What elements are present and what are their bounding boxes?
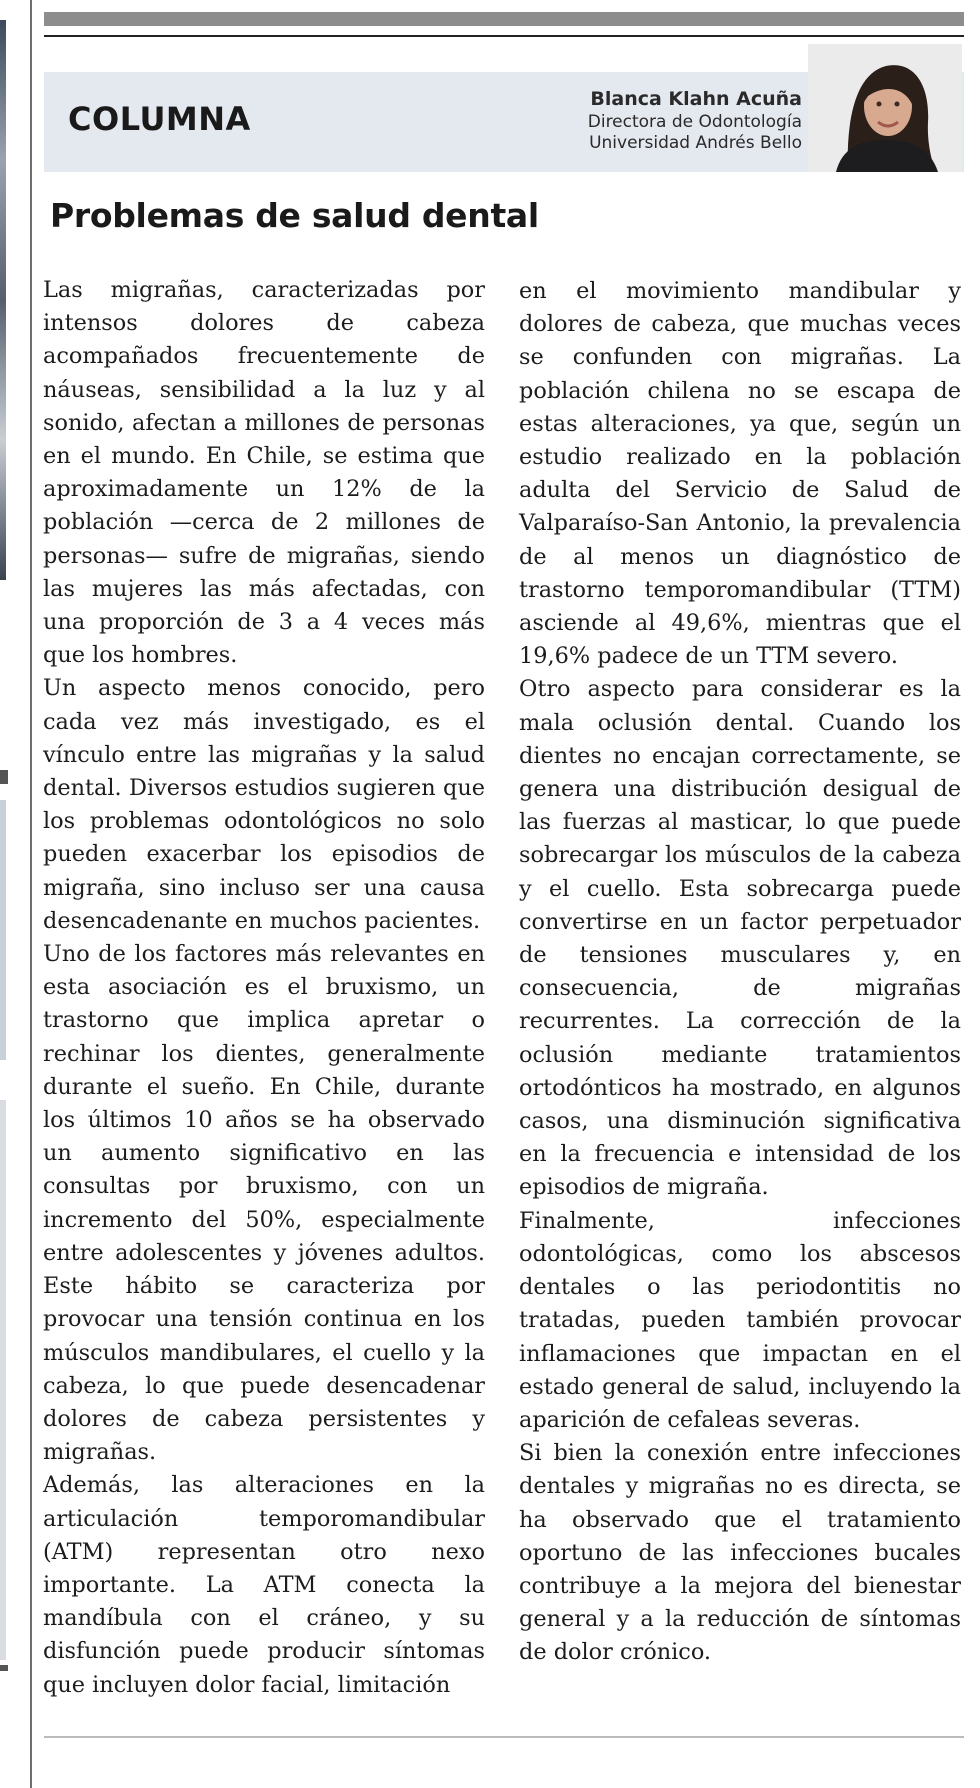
paragraph: Un aspecto menos conocido, pero cada vez más investigado, es el vínculo entre las migrañas y la salud dental. Diversos estudios sugieren que los problemas odontológicos no solo pueden exacerbar los episodios de migraña, sino incluso ser una causa desencadenante en muchos pacientes. — [43, 675, 485, 934]
author-block — [588, 88, 802, 154]
bottom-rule — [44, 1736, 964, 1738]
author-name: Blanca Klahn Acuña — [590, 88, 802, 110]
paragraph: Uno de los factores más relevantes en esta asociación es el bruxismo, un trastorno que implica apretar o rechinar los dientes, generalmente durante el sueño. En Chile, durante los últimos 10 años se ha observado un aumento significativo en las consultas por bruxismo, con un incremento del 50%, especialmente entre adolescentes y jóvenes adultos. Este hábito se caracteriza por provocar una tensión continua en los músculos mandibulares, el cuello y la cabeza, lo que puede desencadenar dolores de cabeza persistentes y migrañas. — [43, 941, 485, 1466]
author-photo — [808, 44, 962, 172]
adjacent-marker — [0, 770, 8, 784]
paragraph: Las migrañas, caracterizadas por intensos dolores de cabeza acompañados frecuentemente de náuseas, sensibilidad a la luz y al sonido, afectan a millones de personas en el mundo. En Chile, se estima que aproximadamente un 12% de la población —cerca de 2 millones de personas— sufre de migrañas, siendo las mujeres las más afectadas, con una proporción de 3 a 4 veces más que los hombres. — [43, 277, 485, 669]
paragraph: Otro aspecto para considerar es la mala oclusión dental. Cuando los dientes no encajan correctamente, se genera una distribución desigual de las fuerzas al masticar, lo que puede sobrecargar los músculos de la cabeza y el cuello. Esta sobrecarga puede convertirse en un factor perpetuador de tensiones musculares y, en consecuencia, de migrañas recurrentes. La corrección de la oclusión mediante tratamientos ortodónticos ha mostrado, en algunos casos, una disminución significativa en la frecuencia e intensidad de los episodios de migraña. — [519, 676, 961, 1201]
top-bar — [44, 12, 964, 26]
paragraph: en el movimiento mandibular y dolores de cabeza, que muchas veces se confunden con migrañas. La población chilena no se escapa de estas alteraciones, ya que, según un estudio realizado en la población adulta del Servicio de Salud de Valparaíso-San Antonio, la prevalencia de al menos un diagnóstico de trastorno temporomandibular (TTM) asciende al 49,6%, mientras que el 19,6% padece de un TTM severo. — [519, 278, 961, 670]
adjacent-marker — [0, 1665, 8, 1671]
paragraph: Además, las alteraciones en la articulación temporomandibular (ATM) representan otro nexo importante. La ATM conecta la mandíbula con el cráneo, y su disfunción puede producir síntomas que incluyen dolor facial, limitación — [43, 1472, 485, 1698]
adjacent-panel-strip — [0, 800, 6, 1060]
adjacent-panel-strip — [0, 1100, 6, 1660]
column-divider — [30, 0, 32, 1788]
adjacent-page-edge — [0, 0, 30, 1788]
author-portrait-icon — [808, 44, 962, 172]
column-header — [44, 72, 964, 172]
paragraph: Si bien la conexión entre infecciones dentales y migrañas no es directa, se ha observado que el tratamiento oportuno de las infecciones bucales contribuye a la mejora del bienestar general y a la reducción de síntomas de dolor crónico. — [519, 1440, 961, 1666]
section-label: COLUMNA — [68, 100, 251, 138]
adjacent-photo-strip — [0, 20, 6, 580]
top-rule — [44, 35, 964, 37]
paragraph: Finalmente, infecciones odontológicas, como los abscesos dentales o las periodontitis no tratadas, pueden también provocar inflamaciones que impactan en el estado general de salud, incluyendo la aparición de cefaleas severas. — [519, 1207, 961, 1433]
article-column-left — [43, 274, 485, 1702]
author-role: Directora de Odontología — [587, 112, 802, 132]
article-title: Problemas de salud dental — [50, 196, 539, 235]
author-affiliation: Universidad Andrés Bello — [589, 133, 802, 153]
article-column-right — [519, 275, 961, 1670]
